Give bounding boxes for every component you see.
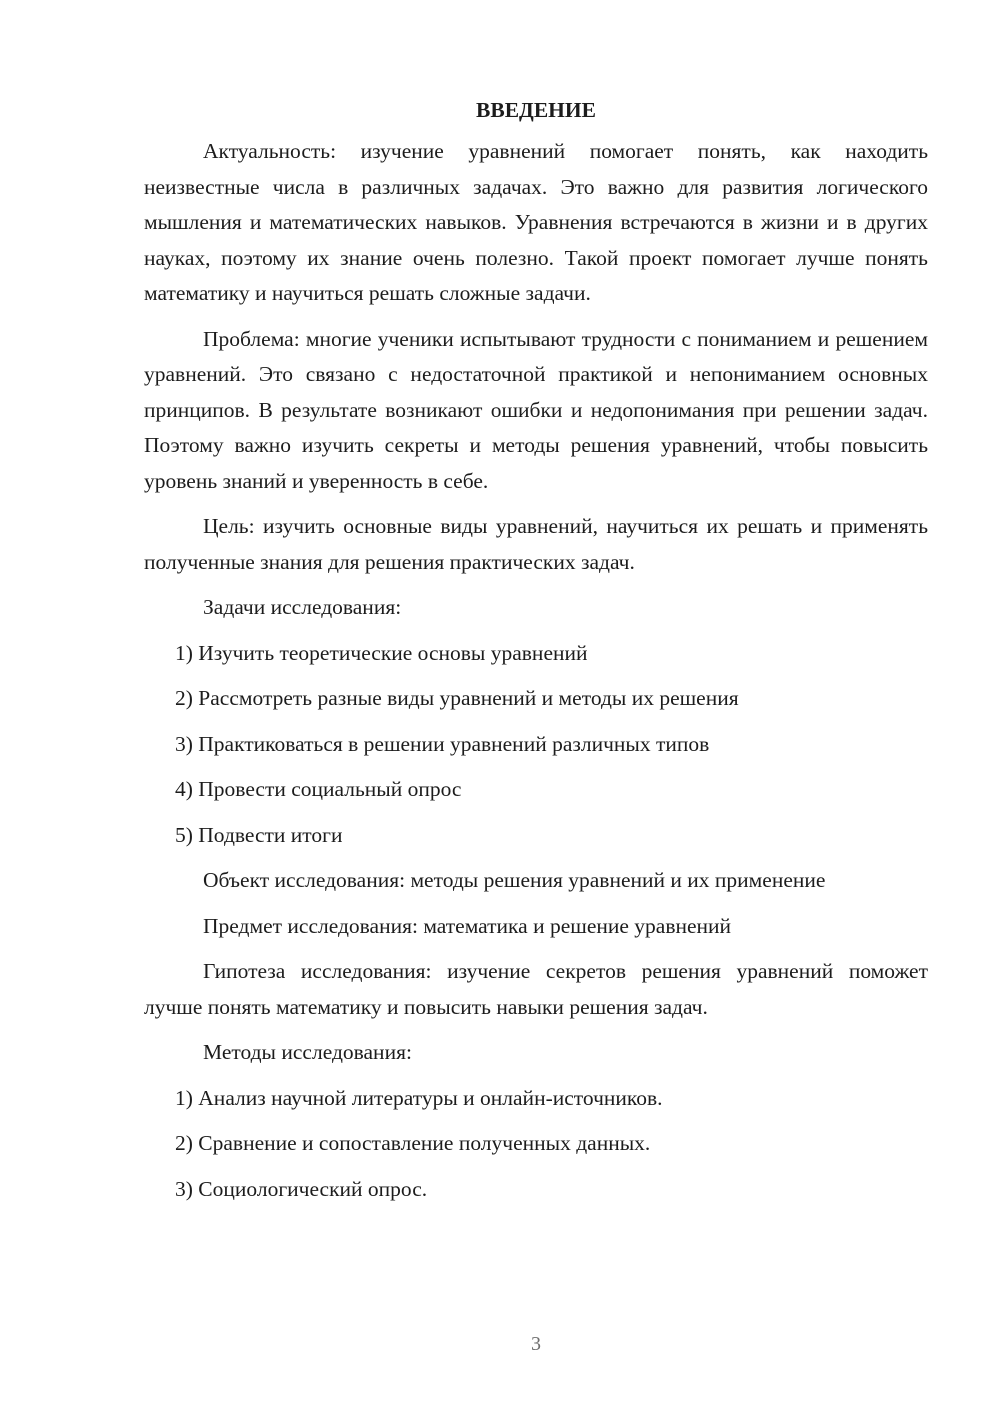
methods-title: Методы исследования:	[203, 1040, 412, 1064]
section-heading: ВВЕДЕНИЕ	[476, 98, 596, 122]
goal-paragraph: Цель: изучить основные виды уравнений, научиться их решать и применять полученные знания для решения практических задач.	[144, 514, 928, 574]
list-item: 2) Сравнение и сопоставление полученных данных.	[175, 1131, 651, 1155]
list-item: 1) Изучить теоретические основы уравнений	[175, 640, 588, 665]
methods-list	[144, 1081, 928, 1208]
list-item: 5) Подвести итоги	[175, 822, 343, 847]
list-item: 3) Практиковаться в решении уравнений различных типов	[175, 731, 710, 756]
document-page	[144, 92, 928, 1217]
object-line: Объект исследования: методы решения уравнений и их применение	[203, 868, 826, 892]
subject-line: Предмет исследования: математика и решение уравнений	[203, 913, 732, 938]
list-item: 4) Провести социальный опрос	[175, 777, 462, 801]
page-number: 3	[531, 1333, 541, 1355]
tasks-list	[144, 636, 928, 854]
problem-paragraph: Проблема: многие ученики испытывают трудности с пониманием и решением уравнений. Это связано с недостаточной практикой и непониманием основных принципов. В результате возникают ошибки и недопонимания при решении задач. Поэтому важно изучить секреты и методы решения уравнений, чтобы повысить уровень знаний и уверенность в себе.	[144, 326, 928, 493]
list-item: 1) Анализ научной литературы и онлайн-источников.	[175, 1085, 663, 1110]
list-item: 2) Рассмотреть разные виды уравнений и методы их решения	[175, 686, 739, 710]
hypothesis-paragraph: Гипотеза исследования: изучение секретов решения уравнений поможет лучше понять математику и повысить навыки решения задач.	[144, 959, 928, 1019]
relevance-paragraph: Актуальность: изучение уравнений помогает понять, как находить неизвестные числа в различных задачах. Это важно для развития логического мышления и математических навыков. Уравнения встречаются в жизни и в других науках, поэтому их знание очень полезно. Такой проект помогает лучше понять математику и научиться решать сложные задачи.	[144, 139, 928, 305]
tasks-title: Задачи исследования:	[203, 595, 402, 619]
list-item: 3) Социологический опрос.	[175, 1176, 428, 1201]
